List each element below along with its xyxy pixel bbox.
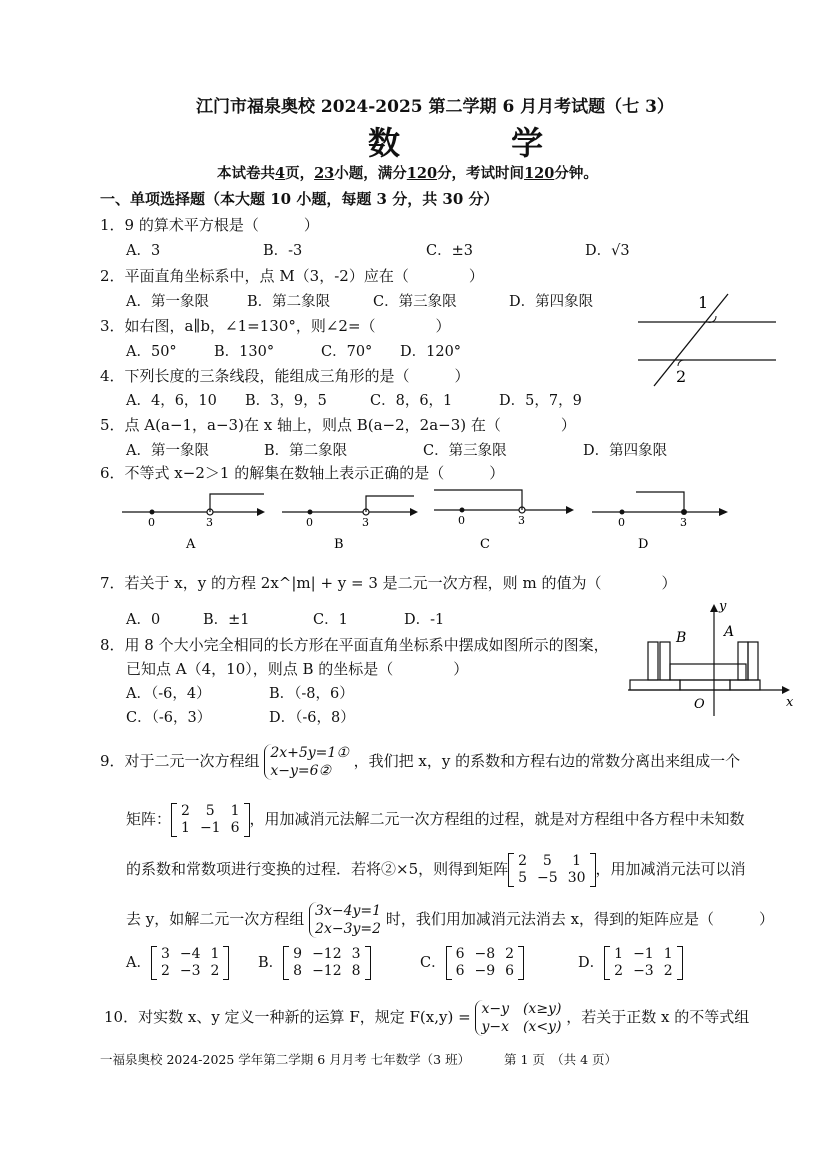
info-text: 小题，满分 — [334, 165, 407, 182]
q9-text: ，用加减消元法可以消 — [595, 860, 746, 878]
tick-3: 3 — [680, 516, 687, 529]
point-b-label: B — [676, 630, 687, 646]
coefficient-matrix: 2 5 1 1 −1 6 — [171, 803, 249, 837]
question-9-line-4 — [126, 902, 774, 938]
equation-1: 2x+5y=1① — [270, 745, 349, 761]
q9-text: 去 y，如解二元一次方程组 — [126, 910, 305, 928]
question-10 — [104, 1000, 749, 1036]
q4-option-b: B．3，9，5 — [245, 393, 327, 409]
piecewise-definition — [475, 1000, 561, 1036]
footer-school: 一福泉奥校 2024-2025 学年第二学期 6 月月考 七年数学（3 班） — [100, 1052, 471, 1067]
question-1-stem: 1．9 的算术平方根是（ ） — [100, 216, 319, 234]
q2-option-b: B．第二象限 — [247, 294, 331, 310]
parallel-lines-figure — [630, 286, 780, 390]
option-b-label: B — [334, 537, 344, 552]
question-9-line-1 — [100, 744, 740, 780]
q8-option-b: B．（-8，6） — [269, 686, 354, 702]
option-d-label: D — [638, 537, 649, 552]
q9-text: 的系数和常数项进行变换的过程．若将②×5，则得到矩阵 — [126, 860, 509, 878]
subject-title: 数 学 — [368, 124, 594, 162]
q7-option-c: C．1 — [313, 612, 348, 628]
q3-option-d: D．120° — [400, 344, 462, 360]
q1-option-c: C．±3 — [426, 243, 473, 259]
number-line-b — [282, 496, 418, 552]
info-text: 本试卷共 — [217, 165, 275, 182]
q1-option-a: A．3 — [126, 243, 161, 259]
number-line-a — [122, 494, 265, 552]
question-4-stem: 4．下列长度的三条线段，能组成三角形的是（ ） — [100, 367, 470, 385]
q9-option-c: C． 6 −8 2 6 −9 6 — [420, 946, 524, 980]
q8-option-d: D．（-6，8） — [269, 710, 355, 726]
q1-option-d: D．√3 — [585, 243, 630, 259]
q9-option-d: D． 1 −1 1 2 −3 2 — [578, 946, 683, 980]
footer-page: 第 1 页 （共 4 页） — [504, 1052, 618, 1067]
equation-system-1 — [264, 744, 349, 780]
x-axis-label: x — [786, 695, 794, 710]
equation-2: x−y=6② — [270, 763, 332, 779]
question-8-stem-1: 8．用 8 个大小完全相同的长方形在平面直角坐标系中摆成如图所示的图案， — [100, 636, 609, 654]
tick-0: 0 — [148, 516, 155, 529]
tick-0: 0 — [458, 514, 465, 527]
q5-option-b: B．第二象限 — [264, 443, 348, 459]
case-2: y−x (x<y) — [481, 1019, 562, 1035]
info-text: 页， — [285, 165, 315, 182]
number-line-d — [592, 492, 728, 552]
q4-option-c: C．8，6，1 — [370, 393, 453, 409]
exam-title: 江门市福泉奥校 2024-2025 第二学期 6 月月考试题（七 3） — [196, 97, 674, 117]
tick-3: 3 — [518, 514, 525, 527]
q7-option-a: A．0 — [126, 612, 161, 628]
option-a-matrix: 3 −4 1 2 −3 2 — [151, 946, 229, 980]
q9-option-a: A． 3 −4 1 2 −3 2 — [126, 946, 229, 980]
q5-option-a: A．第一象限 — [126, 443, 209, 459]
info-pages: 4 — [275, 165, 286, 182]
tick-3: 3 — [206, 516, 213, 529]
origin-label: O — [694, 697, 705, 712]
transformed-matrix: 2 5 1 5 −5 30 — [508, 853, 595, 887]
point-a-label: A — [724, 624, 735, 640]
q2-option-a: A．第一象限 — [126, 294, 209, 310]
q2-option-d: D．第四象限 — [509, 294, 594, 310]
question-3-stem: 3．如右图，a∥b，∠1=130°，则∠2=（ ） — [100, 317, 451, 335]
question-6-stem: 6．不等式 x−2＞1 的解集在数轴上表示正确的是（ ） — [100, 464, 505, 482]
q4-option-d: D．5，7，9 — [499, 393, 582, 409]
option-c-label: C — [480, 537, 490, 552]
angle-2-label: 2 — [676, 367, 687, 386]
number-line-c — [434, 490, 574, 552]
q4-option-a: A．4，6，10 — [126, 393, 217, 409]
tick-3: 3 — [362, 516, 369, 529]
q9-text: 9．对于二元一次方程组 — [100, 752, 260, 770]
question-7-stem: 7．若关于 x，y 的方程 2x^|m| + y = 3 是二元一次方程，则 m 的值为（ ） — [100, 574, 677, 592]
info-questions: 23 — [314, 165, 335, 182]
question-5-stem: 5．点 A(a−1，a−3)在 x 轴上，则点 B(a−2，2a−3) 在（ ） — [100, 416, 576, 434]
q3-option-c: C．70° — [321, 344, 373, 360]
q2-option-c: C．第三象限 — [373, 294, 457, 310]
question-8-stem-2: 已知点 A（4，10），则点 B 的坐标是（ ） — [126, 660, 469, 678]
q8-option-c: C．（-6，3） — [126, 710, 212, 726]
option-b-matrix: 9 −12 3 8 −12 8 — [283, 946, 370, 980]
equation-2: 2x−3y=2 — [315, 921, 382, 937]
question-9-line-2 — [126, 803, 745, 837]
q10-text: 10．对实数 x、y 定义一种新的运算 F，规定 F(x,y) = — [104, 1008, 471, 1026]
info-text: 分钟。 — [554, 165, 598, 182]
q3-option-b: B．130° — [214, 344, 275, 360]
equation-1: 3x−4y=1 — [315, 903, 382, 919]
q9-option-b: B． 9 −12 3 8 −12 8 — [258, 946, 371, 980]
q9-text: ，我们把 x，y 的系数和方程右边的常数分离出来组成一个 — [353, 752, 741, 770]
option-d-matrix: 1 −1 1 2 −3 2 — [604, 946, 682, 980]
q10-text: ，若关于正数 x 的不等式组 — [566, 1008, 750, 1026]
angle-1-label: 1 — [698, 293, 709, 312]
tick-0: 0 — [618, 516, 625, 529]
y-axis-label: y — [719, 599, 727, 614]
q5-option-d: D．第四象限 — [583, 443, 668, 459]
rectangles-coordinate-figure — [624, 598, 800, 722]
case-1: x−y (x≥y) — [481, 1001, 562, 1017]
equation-system-2 — [309, 902, 381, 938]
q1-option-b: B．-3 — [263, 243, 303, 259]
q5-option-c: C．第三象限 — [423, 443, 507, 459]
q9-text: 矩阵： — [126, 810, 172, 828]
q8-option-a: A．（-6，4） — [126, 686, 211, 702]
info-time: 120 — [524, 165, 555, 182]
tick-0: 0 — [306, 516, 313, 529]
q3-option-a: A．50° — [126, 344, 177, 360]
info-text: 分，考试时间 — [437, 165, 525, 182]
option-c-matrix: 6 −8 2 6 −9 6 — [446, 946, 524, 980]
q9-text: 时，我们用加减消元法消去 x，得到的矩阵应是（ ） — [385, 910, 775, 928]
question-9-line-3 — [126, 853, 746, 887]
q7-option-d: D．-1 — [404, 612, 445, 628]
number-line-options — [118, 484, 738, 556]
option-a-label: A — [186, 537, 196, 552]
info-score: 120 — [406, 165, 438, 182]
section-heading: 一、单项选择题（本大题 10 小题，每题 3 分，共 30 分） — [100, 190, 499, 208]
question-2-stem: 2．平面直角坐标系中，点 M（3，-2）应在（ ） — [100, 267, 484, 285]
q7-option-b: B．±1 — [203, 612, 250, 628]
q9-text: ，用加减消元法解二元一次方程组的过程，就是对方程组中各方程中未知数 — [249, 810, 745, 828]
exam-info — [217, 162, 598, 183]
